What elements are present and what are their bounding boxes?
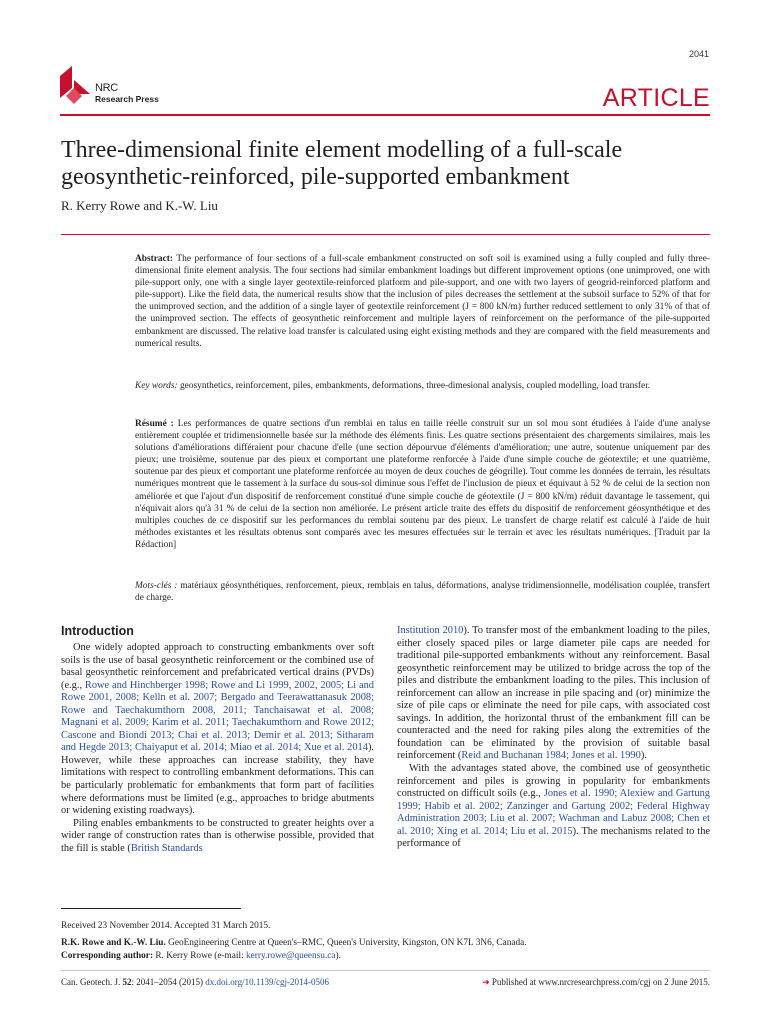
footer-rule	[61, 970, 710, 971]
corresponding-end: ).	[335, 951, 341, 961]
keywords	[135, 380, 710, 392]
resume-label: Résumé :	[135, 419, 174, 429]
arrow-icon: ➜	[482, 977, 490, 987]
publisher-subname: Research Press	[95, 94, 159, 104]
paragraph-text: ).	[640, 750, 647, 762]
publisher-name: NRC	[95, 82, 118, 94]
received-dates: Received 23 November 2014. Accepted 31 March 2015.	[61, 921, 271, 931]
paper-title: Three-dimensional finite element modelling of a full-scale geosynthetic-reinforced, pile-supported embankment	[61, 137, 623, 190]
published-notice	[482, 977, 710, 988]
author-email-link[interactable]: kerry.rowe@queensu.ca	[246, 951, 336, 961]
paragraph-text: ). However, while these approaches can increase stability, they have limitations with respect to controlling embankment deformations. This can be particularly problematic for embankments that form part of facilities where deformations must be limited (e.g., approaches to bridge abutments or widening existing roadways).	[61, 742, 374, 817]
affiliation-names: R.K. Rowe and K.-W. Liu.	[61, 938, 166, 948]
paragraph-text: ). The mechanisms related to the performance of	[397, 825, 711, 850]
doi-link[interactable]: dx.doi.org/10.1139/cgj-2014-0506	[205, 977, 329, 987]
paragraph-text: Piling enables embankments to be constructed to greater heights over a wider range of construction rates than is otherwise possible, provided that the fill is stable (	[61, 817, 374, 854]
corresponding-author	[61, 950, 341, 962]
paragraph-text: With the advantages stated above, the combined use of geosynthetic reinforcement and piles is growing in popularity for embankments constructed on difficult soils (e.g.,	[397, 763, 710, 800]
citation-journal: Can. Geotech. J.	[61, 977, 123, 987]
citation-links[interactable]: Reid and Buchanan 1984; Jones et al. 1990	[461, 750, 641, 762]
corresponding-text: R. Kerry Rowe (e-mail:	[153, 951, 246, 961]
citation-volume: 52	[122, 977, 132, 987]
intro-paragraph-1	[61, 642, 374, 818]
paper-authors: R. Kerry Rowe and K.-W. Liu	[61, 198, 218, 213]
abstract-label: Abstract:	[135, 254, 174, 264]
left-column	[61, 642, 374, 855]
keywords-label: Key words:	[135, 381, 178, 391]
affiliation-text: GeoEngineering Centre at Queen's–RMC, Queen's University, Kingston, ON K7L 3N6, Canada.	[165, 938, 527, 948]
resume-text: Les performances de quatre sections d'un remblai en talus en taille réelle construit sur un sol mou sont étudiées à l'aide d'une analyse entièrement couplée et tridimensionnelle basée sur la méthode des éléments finis. Les quatre sections présentaient des chargements similaires, mais les solutions d'améliorations différaient pour chacune d'elle (une section dépourvue d'éléments d'amélioration; une autre, soutenue uniquement par des pieux; une troisième, soutenue par des pieux et comportant une plateforme renforcée à l'aide d'une simple couche de géotextile; et une quatrième, soutenue par des pieux et comportant une plateforme renforcée au moyen de deux couches de géogrille). Tout comme les données de terrain, les résultats numériques montrent que le tassement à la surface du sous-sol diminue sous l'effet de l'inclusion de pieux et équivaut à 52 % de celui de la section non améliorée et que l'ajout d'un dispositif de renforcement constitué d'une simple couche de géotextile (J = 800 kN/m) réduit davantage le tassement, qui n'équivait alors qu'à 31 % de celui de la section non améliorée. Le présent article traite des effets du dispositif de renforcement géosynthétique et des multiples couches de ce dispositif sur les performances du remblai soutenu par des pieux. Le transfert de charge relatif est calculé à l'aide de huit méthodes existantes et les résultats obtenus sont comparés avec les mesures effectuées sur le terrain et avec les résultats numériques. [Traduit par la Rédaction]	[135, 419, 710, 550]
paragraph-text: ). To transfer most of the embankment loading to the piles, either closely spaced piles or large diameter pile caps are needed for traditional pile-supported embankments without any reinforcement. Basal geosynthetic reinforcement may be utilized to bridge across the top of the piles and distribute the embankment loading to the piles. This inclusion of reinforcement can allow an increase in pile spacing and (or) minimize the size of pile caps or eliminate the need for pile caps, with associated cost savings. In addition, the horizontal thrust of the embankment fill can be counteracted and the need for raking piles along the extremities of the foundation can be eliminated by the provision of suitable basal reinforcement (	[397, 625, 710, 762]
section-heading-introduction: Introduction	[61, 624, 134, 638]
mots-cles-text: matériaux géosynthétiques, renforcement, pieux, remblais en talus, déformations, analyse tridimensionnelle, modélisation couplée, transfert de charge.	[135, 581, 710, 604]
published-text: Published at www.nrcresearchpress.com/cgj on 2 June 2015.	[491, 977, 710, 987]
intro-paragraph-2	[61, 818, 374, 856]
title-divider	[61, 234, 710, 235]
citation-pages: : 2041–2054 (2015)	[131, 977, 206, 987]
right-column	[397, 625, 710, 851]
page-number: 2041	[688, 49, 709, 59]
intro-paragraph-2-cont	[397, 625, 710, 763]
nrc-logo-icon	[60, 66, 94, 106]
citation-links[interactable]: Rowe and Hinchberger 1998; Rowe and Li 1999, 2002, 2005; Li and Rowe 2001, 2008; Kelln et al. 2007; Bergado and Teerawattanasuk 2008; Rowe and Taechakumthorn 2008, 2011; Tanchaisawat et al. 2008; Magnani et al. 2009; Karim et al. 2011; Taechakumthorn and Rowe 2012; Cascone and Biondi 2013; Chai et al. 2013; Demir et al. 2013; Sitharam and Hegde 2013; Chaiyaput et al. 2014; Miao et al. 2014; Xue et al. 2014	[61, 679, 374, 754]
mots-cles	[135, 580, 710, 604]
citation-link[interactable]: Institution 2010	[397, 625, 464, 636]
citation-links[interactable]: Jones et al. 1990; Alexiew and Gartung 1999; Habib et al. 2002; Zanzinger and Gartung 2002; Federal Highway Administration 2003; Liu et al. 2007; Wachman and Labuz 2008; Chen et al. 2010; Xing et al. 2014; Liu et al. 2015	[397, 788, 710, 837]
abstract	[135, 253, 710, 350]
paragraph-text: One widely adopted approach to constructing embankments over soft soils is the use of basal geosynthetic reinforcement or the combined use of basal geosynthetic reinforcement and prefabricated vertical drains (PVDs) (e.g.,	[61, 642, 374, 691]
resume	[135, 418, 710, 551]
header-rule	[60, 114, 710, 116]
corresponding-label: Corresponding author:	[61, 951, 154, 961]
affiliation	[61, 937, 527, 949]
article-type-label: ARTICLE	[602, 84, 710, 112]
keywords-text: geosynthetics, reinforcement, piles, embankments, deformations, three-dimesional analysis, coupled modelling, load transfer.	[179, 381, 651, 391]
mots-cles-label: Mots-clés :	[135, 581, 178, 591]
citation-link[interactable]: British Standards	[130, 842, 203, 854]
footnote-rule	[61, 908, 241, 909]
intro-paragraph-3	[397, 763, 710, 851]
abstract-text: The performance of four sections of a full-scale embankment constructed on soft soil is examined using a fully coupled and fully three-dimensional finite element analysis. The four sections had similar embankment loadings but different improvement options (one unimproved, one with pile-support only, one with a single layer geotextile-reinforced platform and pile-support, and one with two layers of geogrid-reinforced platform and pile-support). Like the field data, the numerical results show that the inclusion of piles decreases the settlement at the subsoil surface to 52% of that for the unimproved section, and the addition of a single layer of geotextile reinforcement (J = 800 kN/m) further reduced settlement to only 31% of that of the unimproved section. The effects of geosynthetic reinforcement and multiple layers of reinforcement on the performance of the pile-supported embankment are discussed. The relative load transfer is calculated using eight existing methods and they are compared with the field measurements and numerical results.	[135, 254, 710, 349]
journal-citation	[61, 977, 329, 987]
